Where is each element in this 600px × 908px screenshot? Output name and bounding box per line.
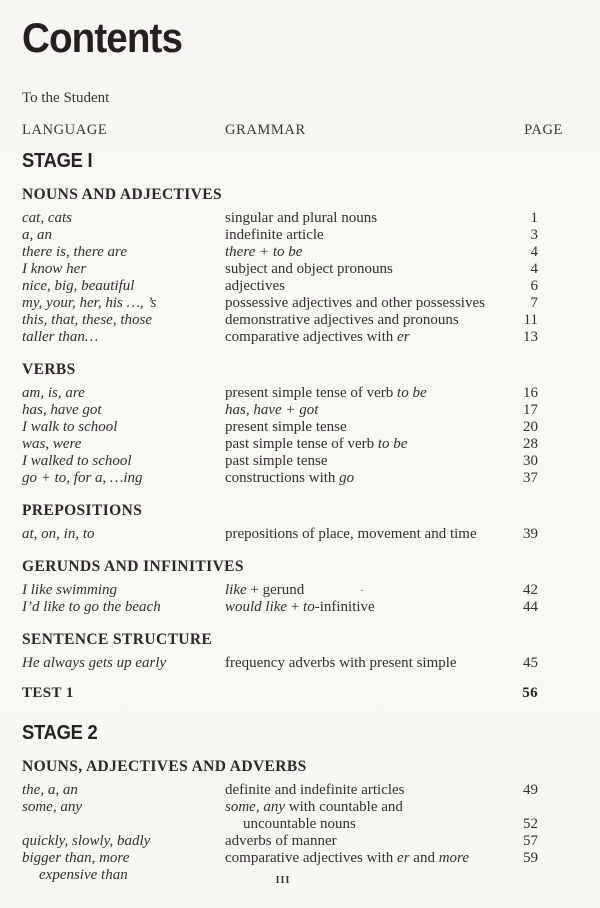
grammar-cell [225,419,347,436]
toc-row [22,402,563,419]
grammar-text-segment: demonstrative adjectives and pronouns [225,312,459,328]
language-cell: quickly, slowly, badly [22,833,151,849]
toc-row [22,453,563,470]
language-cell: a, an [22,227,52,243]
toc-row [22,526,563,543]
grammar-text-segment: indefinite article [225,227,324,243]
grammar-cell [225,385,427,402]
grammar-text-segment: would like [225,599,288,615]
toc-row [22,436,563,453]
grammar-text-segment: + [287,599,304,615]
grammar-text-segment: comparative adjectives with [225,850,398,866]
grammar-cell [225,526,477,543]
grammar-cell [225,850,469,867]
language-cell: has, have got [22,402,102,418]
toc-row [22,470,563,487]
language-cell: nice, big, beautiful [22,278,135,294]
column-header-grammar: GRAMMAR [225,122,306,138]
grammar-cell [225,816,356,833]
toc-row [22,312,563,329]
stage-heading [22,151,563,171]
toc-row [22,850,563,867]
language-cell: there is, there are [22,244,127,260]
grammar-text-segment: has, have + got [225,402,319,418]
section-heading: NOUNS AND ADJECTIVES [22,186,223,203]
section-heading: NOUNS, ADJECTIVES AND ADVERBS [22,758,307,775]
grammar-cell [225,261,393,278]
language-cell: go + to, for a, …ing [22,470,143,486]
page-number: 49 [523,782,538,798]
grammar-text-segment: to be [377,436,408,452]
language-cell: I’d like to go the beach [22,599,161,615]
page-number: 20 [523,419,538,435]
language-cell: the, a, an [22,782,78,798]
page-title-text: Contents [22,14,183,61]
grammar-text-segment: uncountable nouns [243,816,356,832]
grammar-text-segment: adjectives [225,278,285,294]
toc-row [22,419,563,436]
page-number: 28 [523,436,538,452]
toc-row [22,799,563,816]
grammar-text-segment: frequency adverbs with present simple [225,655,457,671]
language-cell: I walk to school [22,419,118,435]
language-cell: my, your, her, his …, ’s [22,295,157,311]
grammar-text-segment: present simple tense [225,419,347,435]
language-cell: am, is, are [22,385,85,401]
grammar-text-segment: some, any [225,799,285,815]
language-cell: this, that, these, those [22,312,152,328]
grammar-text-segment: er [397,850,410,866]
stage-1 [22,151,563,702]
page-number: 57 [523,833,538,849]
grammar-text-segment: go [339,470,355,486]
language-cell: at, on, in, to [22,526,95,542]
test-row [22,685,563,702]
grammar-text-segment: there + to be [225,244,303,260]
column-header-page: PAGE [524,122,563,138]
section-heading: VERBS [22,361,76,378]
toc-row [22,816,563,833]
grammar-text-segment: prepositions of place, movement and time [225,526,477,542]
language-cell: some, any [22,799,82,815]
grammar-cell [225,295,485,312]
grammar-text-segment: subject and object pronouns [225,261,393,277]
page-number: 30 [523,453,538,469]
toc-row [22,278,563,295]
toc-row [22,599,563,616]
grammar-text-segment: present simple tense of verb [225,385,398,401]
language-cell: I know her [22,261,87,277]
page-number: 45 [523,655,538,671]
language-cell: cat, cats [22,210,72,226]
stage-heading-label: STAGE 2 [22,722,98,744]
grammar-cell [225,453,327,470]
language-cell: taller than… [22,329,99,345]
grammar-cell [225,436,407,453]
grammar-cell [225,278,285,295]
grammar-text-segment: + gerund [246,582,305,598]
grammar-cell [225,329,410,346]
grammar-cell [225,402,318,419]
grammar-text-segment: comparative adjectives with [225,329,398,345]
section-heading: PREPOSITIONS [22,502,143,519]
page-number: 3 [530,227,538,243]
grammar-text-segment: definite and indefinite articles [225,782,405,798]
page-number: 1 [530,210,538,226]
grammar-cell [225,782,405,799]
page-number: 44 [523,599,538,615]
page-number: 11 [523,312,538,328]
toc-row [22,244,563,261]
grammar-text-segment: and [409,850,439,866]
section-heading: SENTENCE STRUCTURE [22,631,213,648]
grammar-text-segment: singular and plural nouns [225,210,378,226]
page-number: 17 [523,402,538,418]
toc-row [22,329,563,346]
toc-row [22,655,563,672]
page-number: 52 [523,816,538,832]
grammar-cell [225,582,304,599]
page-number: 59 [523,850,538,866]
grammar-text-segment: er [397,329,410,345]
language-cell: bigger than, more [22,850,130,866]
grammar-text-segment: like [225,582,247,598]
page-number: 42 [523,582,538,598]
to-the-student-entry: To the Student [22,90,110,106]
grammar-text-segment: adverbs of manner [225,833,337,849]
grammar-cell [225,210,377,227]
language-cell: was, were [22,436,82,452]
grammar-text-segment: -infinitive [314,599,375,615]
section-heading: GERUNDS AND INFINITIVES [22,558,244,575]
stage-2 [22,723,563,884]
column-header-language: LANGUAGE [22,122,108,138]
grammar-cell [225,655,457,672]
grammar-cell [225,312,459,329]
grammar-text-segment: to be [397,385,427,401]
toc-row [22,210,563,227]
toc-row [22,295,563,312]
grammar-cell [225,799,403,816]
toc-row [22,782,563,799]
grammar-text-segment: constructions with [225,470,340,486]
grammar-text-segment: possessive adjectives and other possessives [225,295,485,311]
language-cell: He always gets up early [22,655,167,671]
page-number: 56 [522,685,538,701]
grammar-cell [225,833,337,850]
grammar-cell [225,470,354,487]
page-number: 13 [523,329,538,345]
language-cell: I like swimming [22,582,117,598]
page-footer-number: III [275,875,291,886]
page-title [22,14,563,61]
stages [22,151,563,884]
stage-heading [22,723,563,743]
page-number: 4 [530,244,538,260]
page-number: 6 [530,278,538,294]
toc-row [22,227,563,244]
language-cell [22,816,225,833]
grammar-text-segment: to [303,599,315,615]
language-cell: expensive than [39,867,128,883]
grammar-cell [225,227,324,244]
page-number: 7 [530,295,538,311]
page-number: 37 [523,470,538,486]
toc-row [22,261,563,278]
page-number: 16 [523,385,538,401]
grammar-text-segment: with countable and [285,799,403,815]
test-label: TEST 1 [22,685,74,701]
page-number: 4 [530,261,538,277]
toc-row [22,833,563,850]
language-cell: I walked to school [22,453,132,469]
toc-row [22,385,563,402]
print-artifact-dot: · [360,585,364,597]
grammar-text-segment: more [438,850,469,866]
column-headers [22,123,563,138]
toc-row [22,582,563,599]
grammar-text-segment: past simple tense [225,453,328,469]
grammar-text-segment: past simple tense of verb [225,436,378,452]
page-number: 39 [523,526,538,542]
stage-heading-label: STAGE I [22,150,93,172]
grammar-cell [225,599,375,616]
grammar-cell [225,244,302,261]
